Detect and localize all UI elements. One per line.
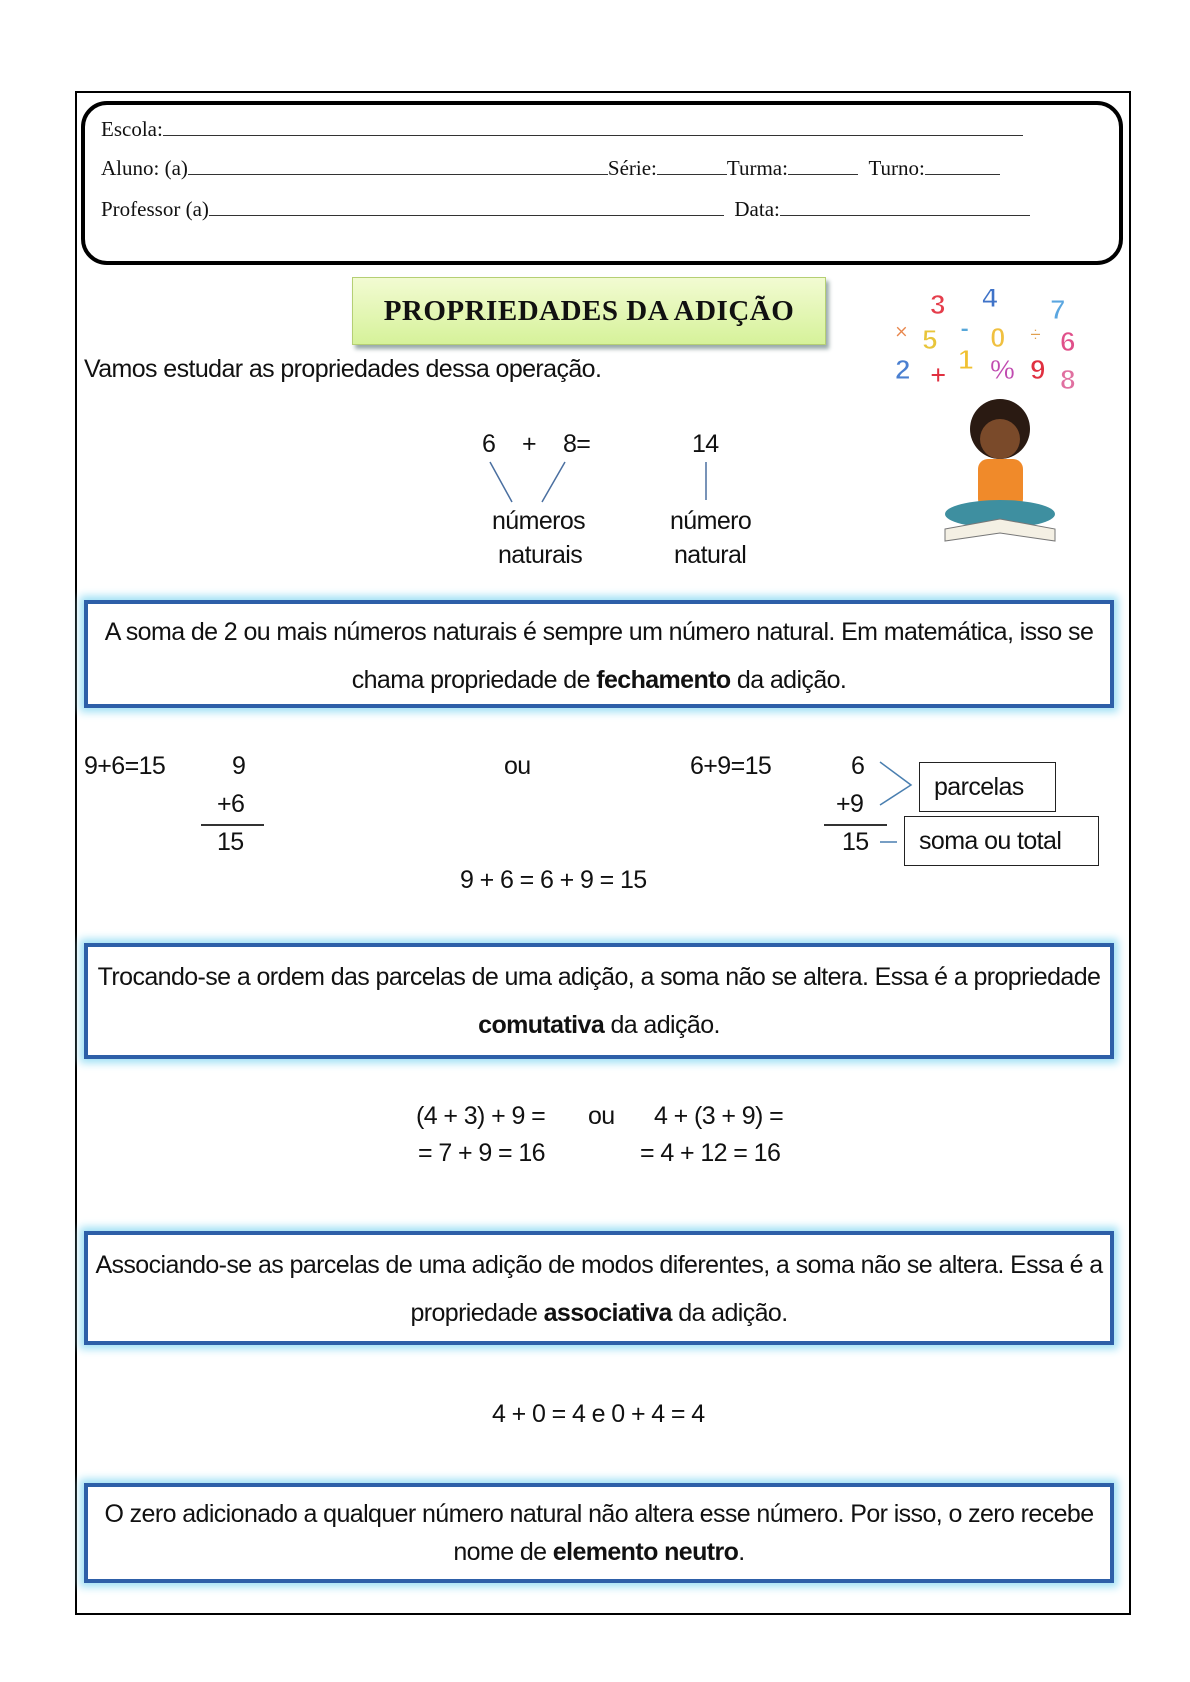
- assoc-or: ou: [588, 1102, 615, 1130]
- commutative-summary: 9 + 6 = 6 + 9 = 15: [460, 866, 647, 894]
- rule-text-end: .: [738, 1538, 745, 1566]
- closure-connector-lines: [480, 460, 740, 506]
- assoc-right-1: 4 + (3 + 9) =: [654, 1102, 784, 1130]
- associative-rule-box: [84, 1231, 1114, 1345]
- closure-a: 6: [482, 430, 496, 458]
- svg-text:6: 6: [1060, 326, 1076, 357]
- svg-text:+: +: [930, 359, 947, 390]
- rule-text: Trocando-se a ordem das parcelas de uma adição, a soma não se altera. Essa é a propriedade: [97, 963, 1101, 991]
- result-label-2: natural: [674, 541, 747, 569]
- col1-a: 9: [232, 752, 246, 780]
- grade-field[interactable]: [657, 156, 727, 175]
- teacher-row: [101, 197, 1030, 222]
- class-label: Turma:: [726, 156, 788, 180]
- svg-text:5: 5: [922, 324, 938, 355]
- numbers-illustration-icon: [890, 289, 1095, 564]
- assoc-left-2: = 7 + 9 = 16: [418, 1139, 545, 1167]
- grade-label: Série:: [607, 156, 657, 180]
- svg-text:3: 3: [930, 289, 946, 320]
- svg-text:%: %: [990, 354, 1015, 385]
- class-field[interactable]: [788, 156, 858, 175]
- col2-b: +9: [836, 790, 864, 818]
- date-field[interactable]: [780, 197, 1030, 216]
- result-label: número: [670, 507, 752, 535]
- svg-text:2: 2: [895, 354, 911, 385]
- eq2: 6+9=15: [690, 752, 772, 780]
- rule-text: Associando-se as parcelas de uma adição de modos diferentes, a soma não se altera. Essa é a propriedade: [95, 1251, 1103, 1327]
- page-title: PROPRIEDADES DA ADIÇÃO: [352, 277, 826, 345]
- svg-text:9: 9: [1030, 354, 1046, 385]
- rule-text: A soma de 2 ou mais números naturais é sempre um número natural. Em matemática, isso se chama propriedade de: [104, 618, 1094, 694]
- svg-text:0: 0: [990, 322, 1006, 353]
- col2-a: 6: [851, 752, 865, 780]
- date-label: Data:: [734, 197, 780, 221]
- operands-label: números: [492, 507, 586, 535]
- closure-result: 14: [692, 430, 719, 458]
- col1-sum-line: [201, 824, 264, 826]
- rule-text-end: da adição.: [671, 1299, 788, 1327]
- col2-sum: 15: [842, 828, 869, 856]
- parcels-label-box: parcelas: [919, 762, 1056, 812]
- eq1: 9+6=15: [84, 752, 166, 780]
- assoc-right-2: = 4 + 12 = 16: [640, 1139, 781, 1167]
- sum-label-box: soma ou total: [904, 816, 1099, 866]
- assoc-left-1: (4 + 3) + 9 =: [416, 1102, 546, 1130]
- closure-plus: +: [522, 430, 536, 458]
- rule-keyword: fechamento: [596, 666, 731, 694]
- svg-text:-: -: [960, 312, 970, 343]
- rule-keyword: elemento neutro: [552, 1538, 739, 1566]
- intro-text: Vamos estudar as propriedades dessa operação.: [84, 355, 602, 383]
- operands-label-2: naturais: [498, 541, 583, 569]
- svg-text:7: 7: [1050, 294, 1066, 325]
- svg-text:1: 1: [958, 344, 974, 375]
- header-box: [81, 101, 1123, 265]
- closure-rule-box: [84, 600, 1114, 708]
- school-field[interactable]: [101, 117, 1023, 142]
- or-text: ou: [504, 752, 531, 780]
- col1-sum: 15: [217, 828, 244, 856]
- rule-text-end: da adição.: [604, 1011, 720, 1039]
- col1-b: +6: [217, 790, 245, 818]
- shift-label: Turno:: [868, 156, 925, 180]
- teacher-label: Professor (a): [101, 197, 209, 221]
- rule-keyword: associativa: [543, 1299, 672, 1327]
- neutral-example: 4 + 0 = 4 e 0 + 4 = 4: [492, 1400, 705, 1428]
- commutative-rule-box: [84, 943, 1114, 1059]
- child-reading-illustration: [890, 289, 1095, 564]
- svg-text:8: 8: [1060, 364, 1076, 395]
- rule-text: O zero adicionado a qualquer número natural não altera esse número. Por isso, o zero recebe nome de: [104, 1500, 1094, 1566]
- svg-text:4: 4: [982, 289, 998, 313]
- student-field[interactable]: [188, 156, 608, 175]
- shift-field[interactable]: [925, 156, 1000, 175]
- svg-text:×: ×: [895, 319, 908, 344]
- svg-text:÷: ÷: [1030, 324, 1041, 346]
- teacher-field[interactable]: [209, 197, 724, 216]
- rule-keyword: comutativa: [478, 1011, 605, 1039]
- school-label: Escola:: [101, 117, 163, 141]
- student-row: [101, 156, 1000, 181]
- rule-text-end: da adição.: [730, 666, 847, 694]
- closure-b: 8=: [563, 430, 591, 458]
- neutral-rule-box: [84, 1483, 1114, 1583]
- student-label: Aluno: (a): [101, 156, 188, 180]
